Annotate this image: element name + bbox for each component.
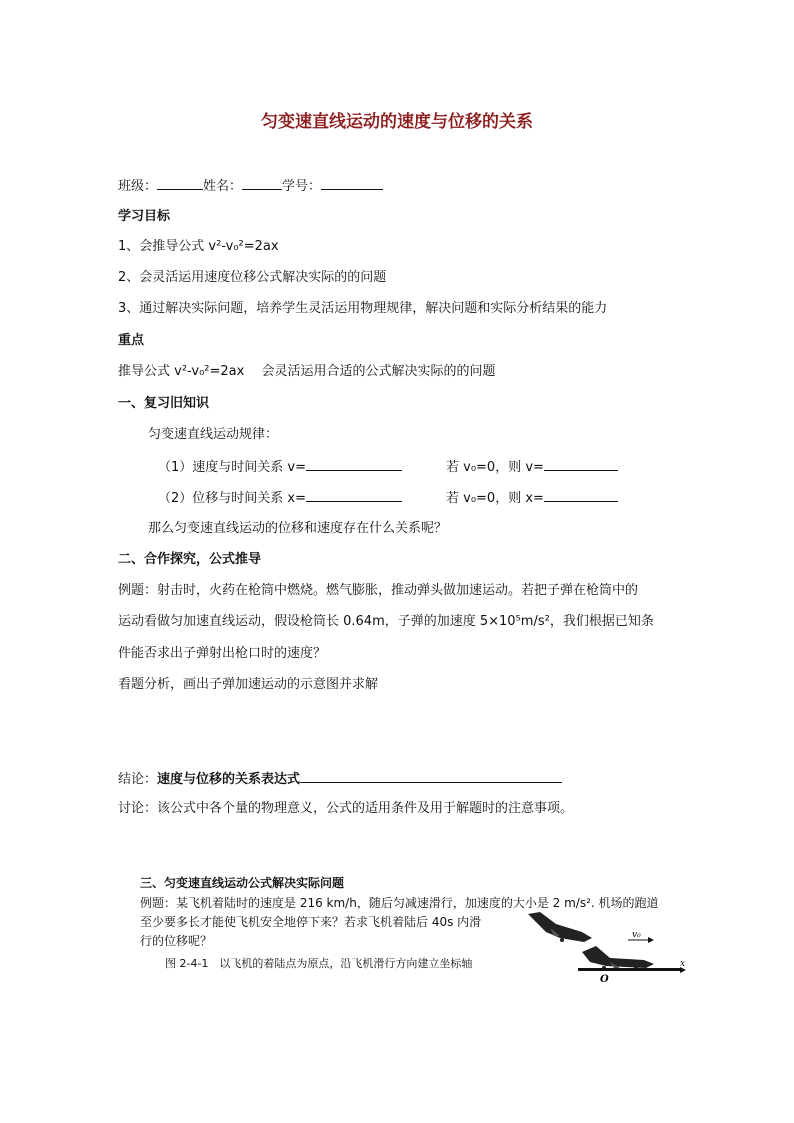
origin-label: O xyxy=(600,974,609,984)
apply-heading: 三、匀变速直线运动公式解决实际问题 xyxy=(140,876,345,890)
explore-p2: 运动看做匀加速直线运动，假设枪筒长 0.64m，子弹的加速度 5×10⁵m/s²，我们根据已知条 xyxy=(118,614,654,629)
class-label: 班级： xyxy=(118,179,158,194)
keypoints-heading: 重点 xyxy=(118,333,145,348)
student-info-line xyxy=(118,176,383,196)
review-heading: 一、复习旧知识 xyxy=(118,396,210,411)
apply-l2: 至少要多长才能使飞机安全地停下来？若求飞机着陆后 40s 内滑 xyxy=(140,915,482,929)
airplane-diagram xyxy=(520,906,690,984)
review-q2: （2）位移与时间关系 x= xyxy=(158,488,402,508)
goal-item-3: 3、通过解决实际问题，培养学生灵活运用物理规律，解决问题和实际分析结果的能力 xyxy=(118,301,608,316)
conclusion-blank[interactable] xyxy=(300,769,562,783)
goal-item-1: 1、会推导公式 v²-v₀²=2ax xyxy=(118,239,279,254)
airplane-airborne-icon xyxy=(528,912,592,942)
conclusion-label: 结论： xyxy=(118,772,158,787)
page-title: 匀变速直线运动的速度与位移的关系 xyxy=(261,112,533,132)
explore-heading: 二、合作探究，公式推导 xyxy=(118,552,262,567)
goal-item-2: 2、会灵活运用速度位移公式解决实际的的问题 xyxy=(118,270,387,285)
review-q1b: 若 v₀=0，则 v= xyxy=(446,457,618,477)
discussion-text: 讨论：该公式中各个量的物理意义，公式的适用条件及用于解题时的注意事项。 xyxy=(118,801,574,816)
class-blank[interactable] xyxy=(157,176,203,190)
airplane-landing-icon xyxy=(582,946,654,970)
review-q1: （1）速度与时间关系 v= xyxy=(158,457,402,477)
explore-p4: 看题分析，画出子弹加速运动的示意图并求解 xyxy=(118,677,379,692)
velocity-arrow-head-icon xyxy=(648,937,654,943)
review-q2b: 若 v₀=0，则 x= xyxy=(446,488,618,508)
review-question: 那么匀变速直线运动的位移和速度存在什么关系呢？ xyxy=(148,521,448,536)
q2b-blank[interactable] xyxy=(544,488,618,502)
review-intro: 匀变速直线运动规律： xyxy=(148,427,279,442)
x-label: x xyxy=(680,959,686,969)
apply-l3: 行的位移呢？ xyxy=(140,934,213,948)
name-label: 姓名： xyxy=(203,179,243,194)
q1b-blank[interactable] xyxy=(544,457,618,471)
conclusion-text: 速度与位移的关系表达式 xyxy=(157,772,301,787)
explore-p3: 件能否求出子弹射出枪口时的速度？ xyxy=(118,646,327,661)
keypoints-text: 推导公式 v²-v₀²=2ax 会灵活运用合适的公式解决实际的的问题 xyxy=(118,364,496,379)
explore-p1: 例题：射击时，火药在枪筒中燃烧。燃气膨胀，推动弹头做加速运动。若把子弹在枪筒中的 xyxy=(118,583,639,598)
name-blank[interactable] xyxy=(242,176,282,190)
q2-blank[interactable] xyxy=(306,488,402,502)
v0-label: v₀ xyxy=(632,930,641,940)
q1-blank[interactable] xyxy=(306,457,402,471)
id-label: 学号： xyxy=(282,179,322,194)
id-blank[interactable] xyxy=(321,176,383,190)
goals-heading: 学习目标 xyxy=(118,209,171,224)
conclusion-line xyxy=(118,769,562,789)
apply-l1: 例题：某飞机着陆时的速度是 216 km/h，随后匀减速滑行，加速度的大小是 2 m/s². 机场的跑道 xyxy=(140,896,659,910)
figure-caption: 图 2-4-1 以飞机的着陆点为原点，沿飞机滑行方向建立坐标轴 xyxy=(165,957,473,970)
airplane-figure xyxy=(520,906,690,984)
